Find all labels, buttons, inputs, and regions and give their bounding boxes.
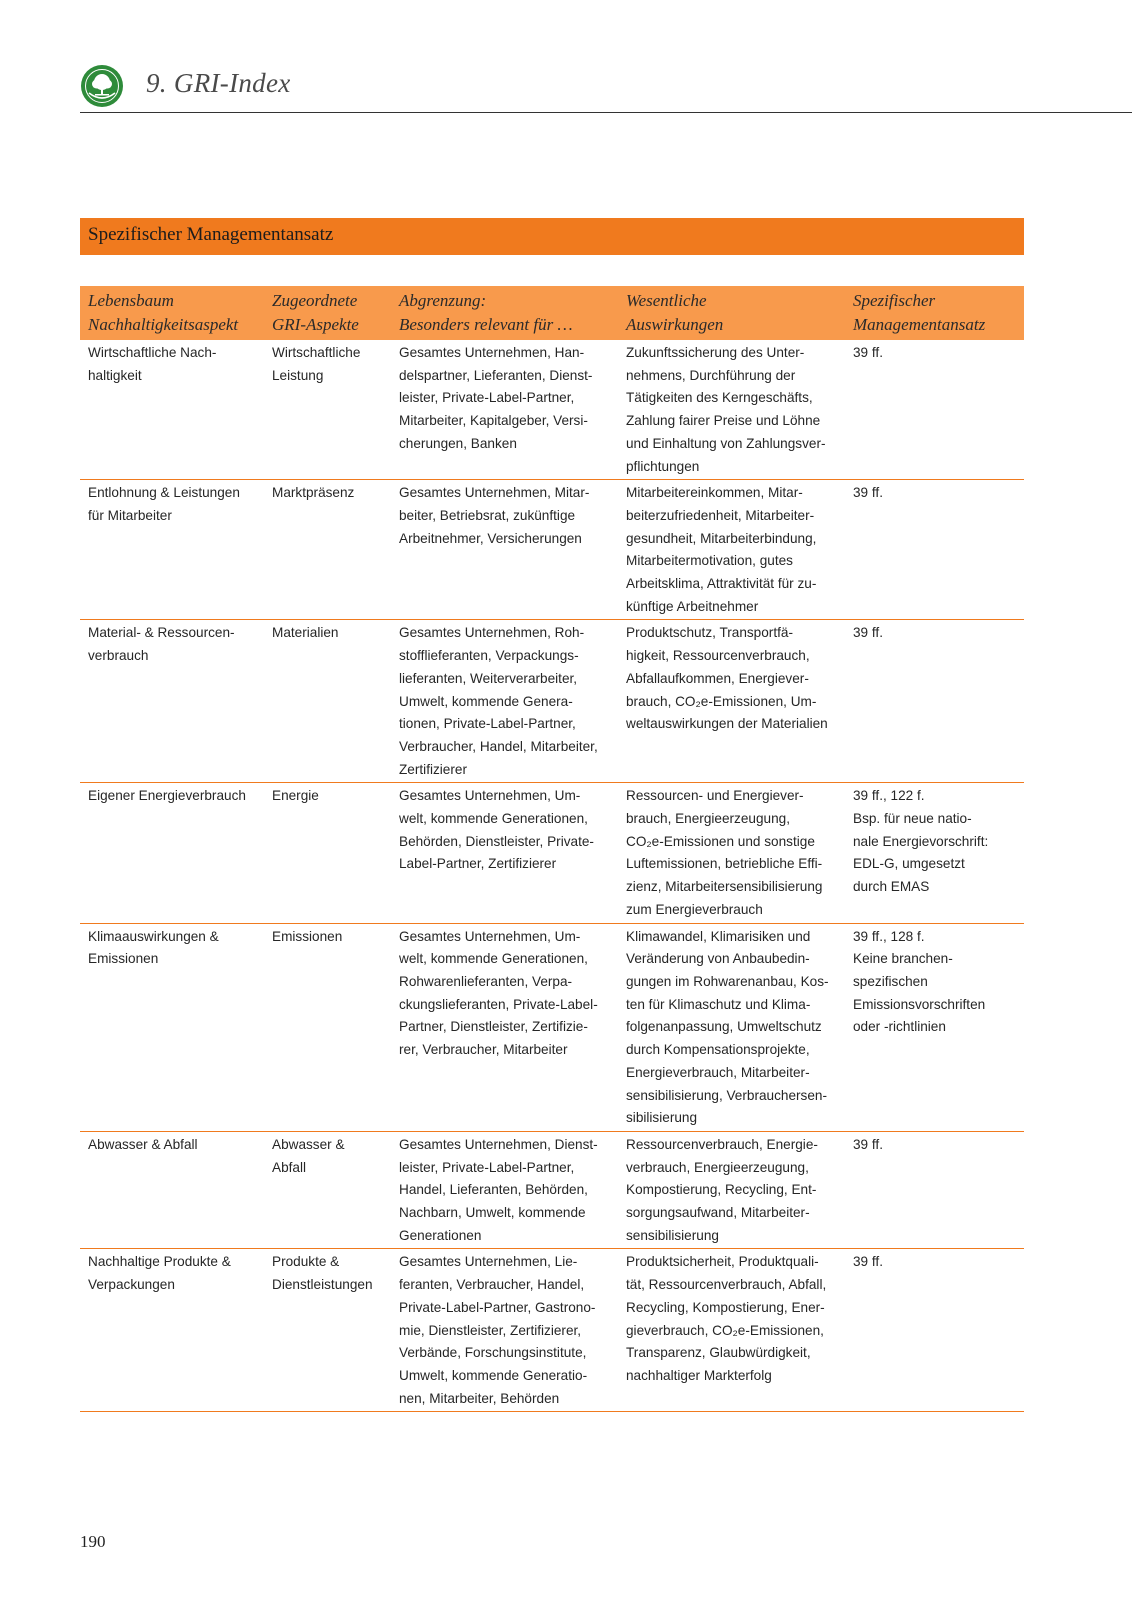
table-cell-line: cherungen, Banken [399,435,517,451]
table-row [80,923,1024,1131]
table-cell [618,340,845,480]
table-cell-line: Emissionen [272,928,343,944]
table-row [80,783,1024,923]
table-cell-line: nale Energievorschrift: [853,833,989,849]
table-cell [391,480,618,620]
tree-icon [80,64,124,108]
table-cell-line: folgenanpassung, Umweltschutz [626,1019,822,1035]
table-cell-line: Veränderung von Anbaubedin- [626,951,810,967]
table-cell-line: nen, Mitarbeiter, Behörden [399,1390,560,1406]
table-cell-line: higkeit, Ressourcenverbrauch, [626,648,810,664]
table-row [80,620,1024,783]
table-cell-line: Gesamtes Unternehmen, Dienst- [399,1136,598,1152]
table-cell [845,340,1024,480]
table-cell-line: Emissionsvorschriften [853,996,986,1012]
table-cell [264,1249,391,1412]
table-cell-line: verbrauch, Energieerzeugung, [626,1159,809,1175]
table-cell-line: beiterzufriedenheit, Mitarbeiter- [626,507,815,523]
table-cell-line: tät, Ressourcenverbrauch, Abfall, [626,1277,827,1293]
table-cell-line: Abfallaufkommen, Energiever- [626,670,809,686]
table-cell-line: Umwelt, kommende Generatio- [399,1367,588,1383]
table-cell-line: mie, Dienstleister, Zertifizierer, [399,1322,582,1338]
lebensbaum-logo [80,64,124,108]
table-cell-line: Abwasser & Abfall [88,1136,198,1152]
column-header-line: Zugeordnete [272,291,358,310]
table-cell-line: für Mitarbeiter [88,507,172,523]
gri-table [80,286,1024,1412]
table-cell-line: Mitarbeiter, Kapitalgeber, Versi- [399,413,588,429]
table-cell-line: Material- & Ressourcen- [88,625,235,641]
table-cell [618,480,845,620]
table-cell-line: brauch, CO₂e-Emissionen, Um- [626,693,817,709]
table-cell-line: Leistung [272,367,324,383]
table-cell-line: Energie [272,788,319,804]
table-cell-line: Gesamtes Unternehmen, Roh- [399,625,585,641]
table-cell-line: 39 ff. [853,485,883,501]
table-cell-line: ten für Klimaschutz und Klima- [626,996,811,1012]
table-cell [264,480,391,620]
table-cell [264,783,391,923]
table-cell-line: Arbeitnehmer, Versicherungen [399,530,582,546]
table-cell-line: ckungslieferanten, Private-Label- [399,996,598,1012]
column-header [80,286,264,340]
table-cell-line: haltigkeit [88,367,142,383]
table-cell-line: Generationen [399,1227,482,1243]
table-cell-line: Transparenz, Glaubwürdigkeit, [626,1345,811,1361]
table-body [80,340,1024,1412]
table-cell-line: Wirtschaftliche [272,345,361,360]
table-cell-line: Abwasser & [272,1136,345,1152]
table-cell-line: leister, Private-Label-Partner, [399,390,575,406]
column-header [845,286,1024,340]
table-cell-line: 39 ff. [853,1254,883,1270]
table-cell-line: und Einhaltung von Zahlungsver- [626,435,826,451]
table-cell-line: Behörden, Dienstleister, Private- [399,833,594,849]
table-cell-line: Gesamtes Unternehmen, Um- [399,788,581,804]
table-cell-line: Nachhaltige Produkte & [88,1254,231,1270]
table-cell-line: Nachbarn, Umwelt, kommende [399,1205,586,1221]
table-cell-line: Zahlung fairer Preise und Löhne [626,413,821,429]
table-cell-line: zum Energieverbrauch [626,901,763,917]
table-cell [845,783,1024,923]
table-cell-line: 39 ff. [853,625,883,641]
table-cell-line: Gesamtes Unternehmen, Um- [399,928,581,944]
table-cell-line: Handel, Lieferanten, Behörden, [399,1182,588,1198]
table-cell-line: Abfall [272,1159,307,1175]
table-cell-line: Recycling, Kompostierung, Ener- [626,1299,825,1315]
table-cell-line: Rohwarenlieferanten, Verpa- [399,973,573,989]
table-cell [264,620,391,783]
table-cell-line: gungen im Rohwarenanbau, Kos- [626,973,829,989]
table-cell-line: pflichtungen [626,458,700,474]
table-cell-line: Verbraucher, Handel, Mitarbeiter, [399,738,598,754]
table-cell-line: weltauswirkungen der Materialien [626,716,828,732]
table-cell-line: Verbände, Forschungsinstitute, [399,1345,587,1361]
table-cell-line: künftige Arbeitnehmer [626,598,759,614]
table-cell-line: Klimaauswirkungen & [88,928,219,944]
table-cell [391,1131,618,1249]
table-cell-line: Marktpräsenz [272,485,355,501]
table-cell-line: Arbeitsklima, Attraktivität für zu- [626,576,817,592]
table-cell [845,923,1024,1131]
table-row [80,340,1024,480]
table-cell-line: Gesamtes Unternehmen, Mitar- [399,485,590,501]
table-cell [80,783,264,923]
column-header [391,286,618,340]
table-cell [845,1131,1024,1249]
header-rule [80,112,1132,113]
table-row [80,480,1024,620]
table-cell [80,340,264,480]
column-header-line: Lebensbaum [88,291,174,310]
table-cell-line: durch Kompensationsprojekte, [626,1042,810,1058]
table-header-row [80,286,1024,340]
table-cell-line: Mitarbeitereinkommen, Mitar- [626,485,803,501]
table-cell-line: Ressourcenverbrauch, Energie- [626,1136,818,1152]
table-cell-line: sorgungsaufwand, Mitarbeiter- [626,1205,810,1221]
table-cell-line: Umwelt, kommende Genera- [399,693,573,709]
table-cell-line: Dienstleistungen [272,1277,373,1293]
table-cell-line: Keine branchen- [853,951,953,967]
table-cell [391,340,618,480]
table-cell-line: sensibilisierung, Verbrauchersen- [626,1087,827,1103]
table-cell-line: Produktschutz, Transportfä- [626,625,793,641]
table-cell-line: sibilisierung [626,1110,698,1126]
chapter-title: 9. GRI-Index [146,68,291,98]
table-cell-line: nehmens, Durchführung der [626,367,796,383]
table-cell-line: CO₂e-Emissionen und sonstige [626,833,815,849]
table-cell-line: Klimawandel, Klimarisiken und [626,928,811,944]
table-cell-line: Label-Partner, Zertifizierer [399,856,557,872]
table-cell [845,480,1024,620]
table-cell-line: beiter, Betriebsrat, zukünftige [399,507,576,523]
table-cell-line: Wirtschaftliche Nach- [88,345,217,360]
table-cell [391,620,618,783]
table-cell-line: Gesamtes Unternehmen, Han- [399,345,585,360]
table-cell [80,1249,264,1412]
table-cell [391,923,618,1131]
table-cell [264,340,391,480]
table-cell-line: sensibilisierung [626,1227,719,1243]
table-cell-line: stofflieferanten, Verpackungs- [399,648,579,664]
table-cell-line: Materialien [272,625,339,641]
table-cell-line: rer, Verbraucher, Mitarbeiter [399,1042,568,1058]
table-cell-line: Emissionen [88,951,159,967]
column-header-line: Spezifischer [853,291,936,310]
column-header [618,286,845,340]
table-cell-line: Ressourcen- und Energiever- [626,788,804,804]
table-cell-line: Partner, Dienstleister, Zertifizie- [399,1019,588,1035]
table-cell-line: leister, Private-Label-Partner, [399,1159,575,1175]
table-cell-line: Produktsicherheit, Produktquali- [626,1254,819,1270]
table-cell [391,1249,618,1412]
table-cell-line: Entlohnung & Leistungen [88,485,240,501]
table-cell-line: brauch, Energieerzeugung, [626,811,790,827]
column-header-line: Auswirkungen [626,315,724,334]
table-cell-line: Private-Label-Partner, Gastrono- [399,1299,596,1315]
table-cell-line: spezifischen [853,973,928,989]
table-cell [80,620,264,783]
table-cell [618,1131,845,1249]
column-header-line: Besonders relevant für … [399,315,573,334]
column-header-line: Managementansatz [853,315,986,334]
table-cell-line: zienz, Mitarbeitersensibilisierung [626,879,823,895]
table-cell [80,923,264,1131]
table-cell-line: welt, kommende Generationen, [399,951,588,967]
table-cell-line: 39 ff. [853,345,883,360]
table-cell-line: Luftemissionen, betriebliche Effi- [626,856,823,872]
column-header-line: GRI-Aspekte [272,315,359,334]
table-cell-line: oder -richtlinien [853,1019,946,1035]
table-cell-line: Eigener Energieverbrauch [88,788,246,804]
table-cell-line: Produkte & [272,1254,340,1270]
table-cell-line: Zukunftssicherung des Unter- [626,345,805,360]
table-cell [618,783,845,923]
table-row [80,1131,1024,1249]
table-cell-line: Zertifizierer [399,761,467,777]
table-cell-line: delspartner, Lieferanten, Dienst- [399,367,593,383]
section-title: Spezifischer Managementansatz [80,218,1024,255]
table-cell-line: tionen, Private-Label-Partner, [399,716,576,732]
table-cell-line: Kompostierung, Recycling, Ent- [626,1182,817,1198]
table-cell-line: lieferanten, Weiterverarbeiter, [399,670,578,686]
table-cell [264,1131,391,1249]
table-cell-line: nachhaltiger Markterfolg [626,1367,772,1383]
table-cell-line: Bsp. für neue natio- [853,811,972,827]
column-header-line: Nachhaltigkeitsaspekt [88,315,239,334]
column-header-line: Abgrenzung: [399,291,487,310]
table-cell-line: gieverbrauch, CO₂e-Emissionen, [626,1322,824,1338]
table-row [80,1249,1024,1412]
table-cell-line: welt, kommende Generationen, [399,811,588,827]
table-cell-line: Tätigkeiten des Kerngeschäfts, [626,390,813,406]
table-cell [391,783,618,923]
table-cell [845,620,1024,783]
table-cell-line: durch EMAS [853,879,930,895]
table-cell [264,923,391,1131]
page-number: 190 [80,1532,106,1551]
table-cell [618,923,845,1131]
table-cell-line: gesundheit, Mitarbeiterbindung, [626,530,817,546]
table-cell-line: Mitarbeitermotivation, gutes [626,553,793,569]
table-cell-line: Energieverbrauch, Mitarbeiter- [626,1064,810,1080]
table-cell-line: 39 ff., 122 f. [853,788,925,804]
table-cell-line: 39 ff., 128 f. [853,928,925,944]
table-cell-line: 39 ff. [853,1136,883,1152]
column-header [264,286,391,340]
column-header-line: Wesentliche [626,291,707,310]
table-cell [80,1131,264,1249]
table-cell-line: verbrauch [88,648,149,664]
table-cell-line: Verpackungen [88,1277,175,1293]
table-cell [618,1249,845,1412]
table-cell [618,620,845,783]
table-cell-line: EDL-G, umgesetzt [853,856,965,872]
table-cell [80,480,264,620]
table-cell-line: Gesamtes Unternehmen, Lie- [399,1254,578,1270]
table-cell [845,1249,1024,1412]
table-cell-line: feranten, Verbraucher, Handel, [399,1277,585,1293]
